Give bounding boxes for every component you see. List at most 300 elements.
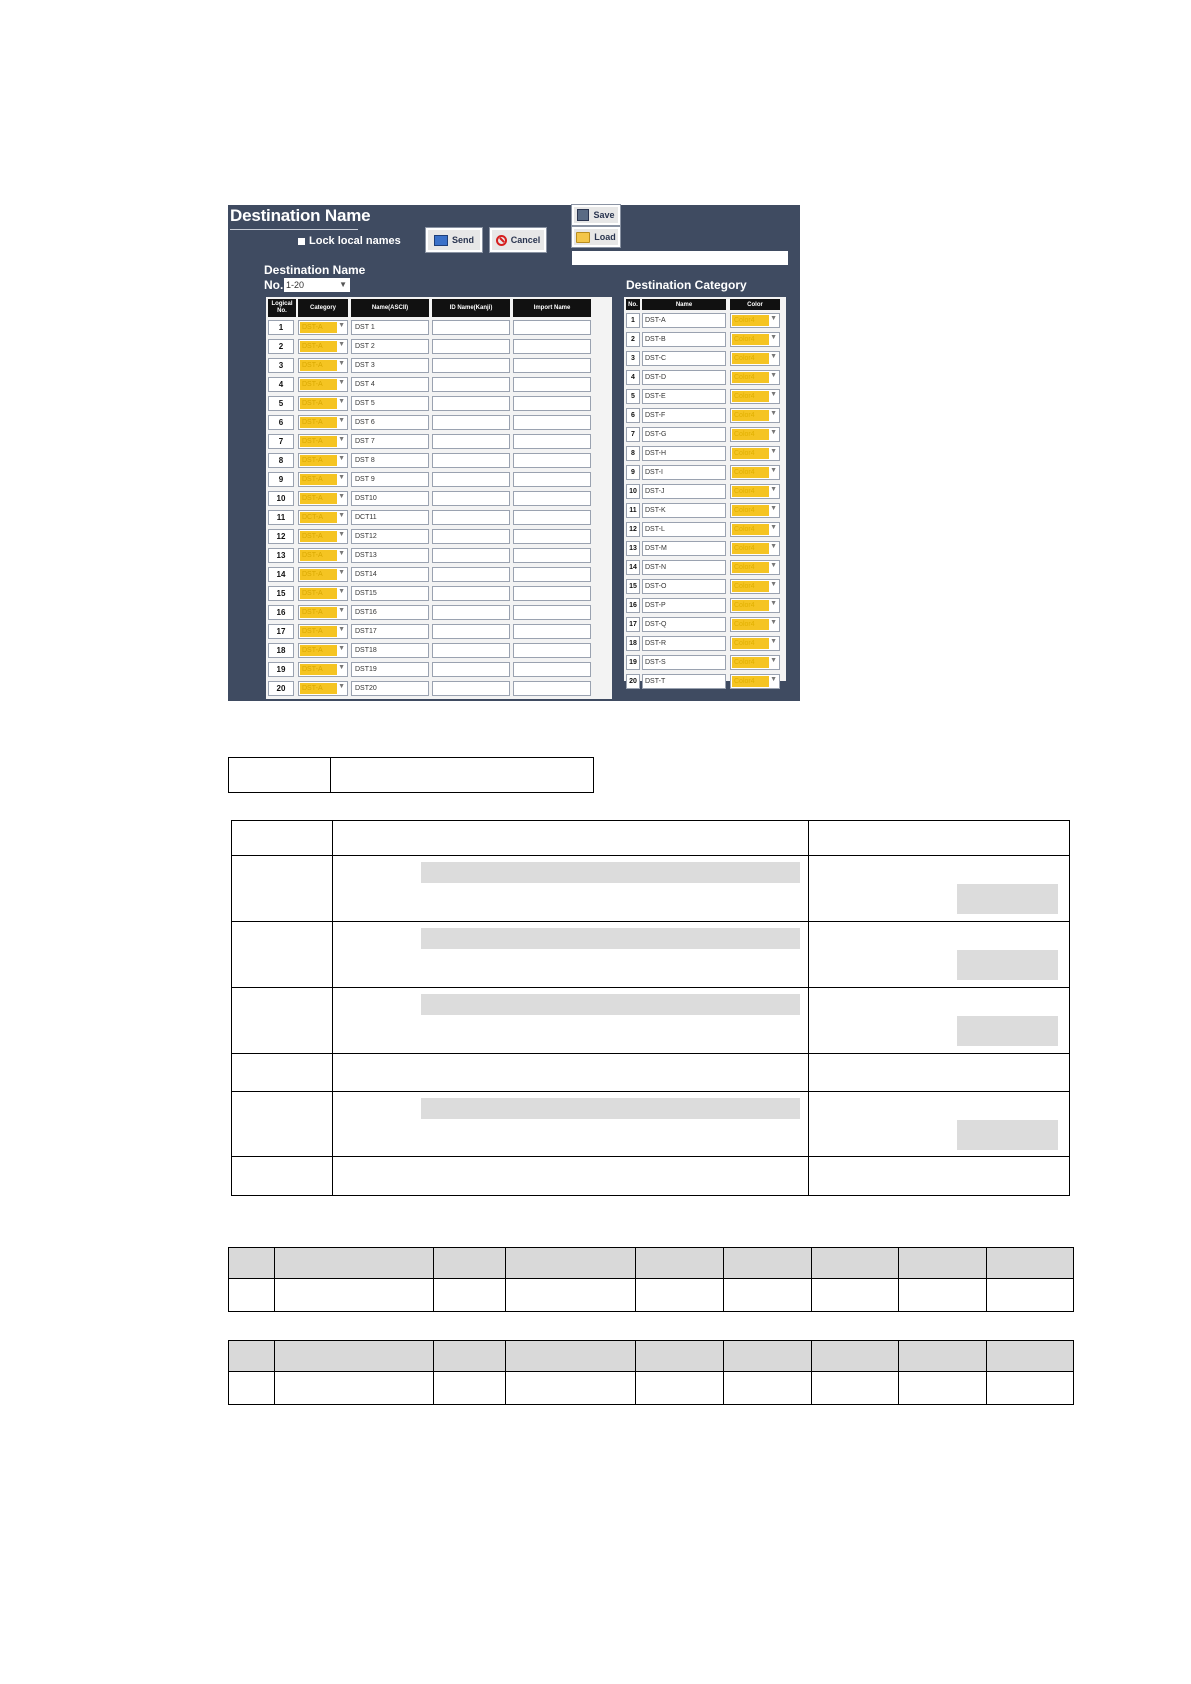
chevron-down-icon: ▼ — [338, 569, 345, 576]
label-cell — [229, 758, 331, 793]
chevron-down-icon: ▼ — [770, 372, 777, 379]
table-row — [624, 559, 786, 577]
cancel-button[interactable] — [490, 228, 546, 252]
table-row — [266, 547, 612, 565]
color-value: Color4 — [732, 581, 769, 592]
name-ascii-input[interactable]: DCT11 — [351, 510, 429, 525]
import-name-input[interactable] — [513, 377, 591, 392]
chevron-down-icon: ▼ — [770, 334, 777, 341]
grey-box — [957, 1016, 1058, 1046]
logical-no: 5 — [268, 396, 294, 411]
chevron-down-icon: ▼ — [770, 429, 777, 436]
table-cell — [809, 988, 1070, 1054]
color-select[interactable] — [730, 579, 780, 594]
import-name-input[interactable] — [513, 605, 591, 620]
table-cell — [809, 856, 1070, 922]
table-row — [232, 988, 1070, 1054]
category-select[interactable] — [298, 339, 348, 354]
category-select[interactable] — [298, 624, 348, 639]
id-name-input[interactable] — [432, 510, 510, 525]
table-cell — [636, 1279, 724, 1312]
chevron-down-icon: ▼ — [338, 531, 345, 538]
header-category: Category — [298, 299, 348, 317]
chevron-down-icon: ▼ — [338, 683, 345, 690]
category-select[interactable] — [298, 415, 348, 430]
table-cell — [506, 1372, 636, 1405]
category-name-input[interactable]: DST-Q — [642, 617, 726, 632]
label-table — [228, 757, 594, 793]
import-name-input[interactable] — [513, 662, 591, 677]
category-value: DCT-A — [300, 512, 337, 523]
import-name-input[interactable] — [513, 586, 591, 601]
category-value: DST-A — [300, 360, 337, 371]
name-ascii-input[interactable]: DST18 — [351, 643, 429, 658]
table-header-cell — [812, 1248, 899, 1279]
color-select[interactable] — [730, 655, 780, 670]
table-header-cell — [636, 1248, 724, 1279]
color-select[interactable] — [730, 560, 780, 575]
table-row — [624, 445, 786, 463]
import-name-input[interactable] — [513, 548, 591, 563]
name-ascii-input[interactable]: DST16 — [351, 605, 429, 620]
table-row — [232, 1157, 1070, 1196]
table-row — [266, 642, 612, 660]
header-no: No. — [626, 299, 640, 310]
id-name-input[interactable] — [432, 320, 510, 335]
name-ascii-input[interactable]: DST17 — [351, 624, 429, 639]
category-name-input[interactable]: DST-P — [642, 598, 726, 613]
chevron-down-icon: ▼ — [770, 638, 777, 645]
name-ascii-input[interactable]: DST20 — [351, 681, 429, 696]
category-no: 19 — [626, 655, 640, 670]
table-cell — [987, 1279, 1074, 1312]
save-icon — [577, 209, 589, 221]
table-cell — [275, 1279, 434, 1312]
color-select[interactable] — [730, 351, 780, 366]
category-no: 6 — [626, 408, 640, 423]
chevron-down-icon: ▼ — [770, 410, 777, 417]
color-select[interactable] — [730, 541, 780, 556]
logical-no: 3 — [268, 358, 294, 373]
chevron-down-icon: ▼ — [770, 486, 777, 493]
category-name-input[interactable]: DST-N — [642, 560, 726, 575]
chevron-down-icon: ▼ — [770, 448, 777, 455]
color-value: Color4 — [732, 562, 769, 573]
category-name-input[interactable]: DST-K — [642, 503, 726, 518]
chevron-down-icon: ▼ — [770, 676, 777, 683]
category-no: 3 — [626, 351, 640, 366]
range-select-value: 1-20 — [286, 280, 305, 290]
id-name-input[interactable] — [432, 586, 510, 601]
category-no: 1 — [626, 313, 640, 328]
category-name-input[interactable]: DST-A — [642, 313, 726, 328]
logical-no: 17 — [268, 624, 294, 639]
color-select[interactable] — [730, 484, 780, 499]
category-value: DST-A — [300, 436, 337, 447]
id-name-input[interactable] — [432, 491, 510, 506]
import-name-input[interactable] — [513, 358, 591, 373]
chevron-down-icon: ▼ — [338, 398, 345, 405]
table-header-cell — [434, 1341, 506, 1372]
id-name-input[interactable] — [432, 434, 510, 449]
table-row — [624, 635, 786, 653]
table-row — [232, 1092, 1070, 1157]
table-cell — [232, 1157, 333, 1196]
table-row — [266, 528, 612, 546]
category-no: 14 — [626, 560, 640, 575]
category-name-input[interactable]: DST-L — [642, 522, 726, 537]
send-button[interactable] — [426, 228, 482, 252]
category-select[interactable] — [298, 396, 348, 411]
category-name-input[interactable]: DST-S — [642, 655, 726, 670]
import-name-input[interactable] — [513, 567, 591, 582]
table-row — [624, 312, 786, 330]
category-no: 18 — [626, 636, 640, 651]
import-name-input[interactable] — [513, 510, 591, 525]
color-value: Color4 — [732, 600, 769, 611]
table-cell — [232, 1054, 333, 1092]
category-value: DST-A — [300, 645, 337, 656]
import-name-input[interactable] — [513, 396, 591, 411]
category-select[interactable] — [298, 491, 348, 506]
table-cell — [809, 821, 1070, 856]
color-value: Color4 — [732, 429, 769, 440]
table-row — [624, 388, 786, 406]
chevron-down-icon: ▼ — [338, 341, 345, 348]
logical-no: 15 — [268, 586, 294, 601]
category-value: DST-A — [300, 455, 337, 466]
chevron-down-icon: ▼ — [338, 322, 345, 329]
table-cell — [812, 1372, 899, 1405]
color-select[interactable] — [730, 313, 780, 328]
table-header-row — [229, 1341, 1074, 1372]
send-label: Send — [451, 235, 474, 245]
chevron-down-icon: ▼ — [338, 588, 345, 595]
chevron-down-icon: ▼ — [338, 474, 345, 481]
table-cell — [506, 1279, 636, 1312]
table-row — [624, 654, 786, 672]
name-ascii-input[interactable]: DST 1 — [351, 320, 429, 335]
category-name-input[interactable]: DST-C — [642, 351, 726, 366]
table-row — [266, 452, 612, 470]
save-button[interactable] — [572, 205, 620, 225]
category-select[interactable] — [298, 472, 348, 487]
chevron-down-icon: ▼ — [338, 436, 345, 443]
panel-title: Destination Name — [230, 206, 371, 225]
color-value: Color4 — [732, 486, 769, 497]
color-select[interactable] — [730, 389, 780, 404]
id-name-input[interactable] — [432, 529, 510, 544]
category-select[interactable] — [298, 358, 348, 373]
category-no: 9 — [626, 465, 640, 480]
category-name-input[interactable]: DST-H — [642, 446, 726, 461]
category-name-input[interactable]: DST-M — [642, 541, 726, 556]
table-cell — [333, 988, 809, 1054]
id-name-input[interactable] — [432, 415, 510, 430]
logical-no: 1 — [268, 320, 294, 335]
color-select[interactable] — [730, 522, 780, 537]
table-header-cell — [636, 1341, 724, 1372]
category-name-input[interactable]: DST-O — [642, 579, 726, 594]
name-ascii-input[interactable]: DST 6 — [351, 415, 429, 430]
chevron-down-icon: ▼ — [770, 600, 777, 607]
table-row — [266, 680, 612, 698]
name-ascii-input[interactable]: DST 9 — [351, 472, 429, 487]
chevron-down-icon: ▼ — [770, 467, 777, 474]
chevron-down-icon: ▼ — [338, 607, 345, 614]
category-value: DST-A — [300, 493, 337, 504]
grey-box — [957, 950, 1058, 980]
chevron-down-icon: ▼ — [338, 626, 345, 633]
category-no: 17 — [626, 617, 640, 632]
color-select[interactable] — [730, 636, 780, 651]
color-value: Color4 — [732, 391, 769, 402]
name-ascii-input[interactable]: DST14 — [351, 567, 429, 582]
grey-box — [957, 1120, 1058, 1150]
category-select[interactable] — [298, 453, 348, 468]
category-no: 16 — [626, 598, 640, 613]
header-name-ascii: Name(ASCII) — [351, 299, 429, 317]
category-value: DST-A — [300, 664, 337, 675]
logical-no: 6 — [268, 415, 294, 430]
logical-no: 19 — [268, 662, 294, 677]
table-row — [624, 369, 786, 387]
logical-no: 2 — [268, 339, 294, 354]
color-value: Color4 — [732, 543, 769, 554]
chevron-down-icon: ▼ — [770, 543, 777, 550]
table-header-cell — [812, 1341, 899, 1372]
table-cell — [333, 1157, 809, 1196]
import-name-input[interactable] — [513, 320, 591, 335]
id-name-input[interactable] — [432, 643, 510, 658]
table-row — [266, 623, 612, 641]
table-row — [266, 585, 612, 603]
table-cell — [229, 1279, 275, 1312]
import-name-input[interactable] — [513, 434, 591, 449]
category-select[interactable] — [298, 434, 348, 449]
main-table — [231, 820, 1070, 1196]
name-ascii-input[interactable]: DST 3 — [351, 358, 429, 373]
chevron-down-icon: ▼ — [338, 645, 345, 652]
color-select[interactable] — [730, 408, 780, 423]
table-cell — [987, 1372, 1074, 1405]
table-cell — [232, 821, 333, 856]
import-name-input[interactable] — [513, 453, 591, 468]
table-row — [624, 673, 786, 691]
chevron-down-icon: ▼ — [338, 550, 345, 557]
grey-bar — [421, 862, 800, 883]
file-path-field[interactable] — [572, 251, 788, 265]
name-ascii-input[interactable]: DST15 — [351, 586, 429, 601]
range-select[interactable] — [284, 278, 350, 292]
color-value: Color4 — [732, 410, 769, 421]
category-name-input[interactable]: DST-F — [642, 408, 726, 423]
table-row — [266, 566, 612, 584]
table-cell — [899, 1372, 987, 1405]
id-name-input[interactable] — [432, 548, 510, 563]
category-no: 11 — [626, 503, 640, 518]
category-value: DST-A — [300, 474, 337, 485]
category-name-input[interactable]: DST-J — [642, 484, 726, 499]
import-name-input[interactable] — [513, 624, 591, 639]
color-select[interactable] — [730, 617, 780, 632]
load-button[interactable] — [572, 227, 620, 247]
import-name-input[interactable] — [513, 681, 591, 696]
logical-no: 20 — [268, 681, 294, 696]
checkbox-icon[interactable] — [298, 238, 305, 245]
category-no: 15 — [626, 579, 640, 594]
color-value: Color4 — [732, 657, 769, 668]
name-ascii-input[interactable]: DST10 — [351, 491, 429, 506]
import-name-input[interactable] — [513, 491, 591, 506]
import-name-input[interactable] — [513, 472, 591, 487]
name-ascii-input[interactable]: DST 2 — [351, 339, 429, 354]
id-name-input[interactable] — [432, 377, 510, 392]
category-value: DST-A — [300, 379, 337, 390]
table-cell — [434, 1372, 506, 1405]
color-select[interactable] — [730, 503, 780, 518]
grey-bar — [421, 994, 800, 1015]
category-select[interactable] — [298, 548, 348, 563]
id-name-input[interactable] — [432, 339, 510, 354]
color-select[interactable] — [730, 370, 780, 385]
id-name-input[interactable] — [432, 453, 510, 468]
row-table-2 — [228, 1340, 1074, 1405]
id-name-input[interactable] — [432, 605, 510, 620]
destination-name-table — [266, 297, 612, 699]
table-row — [624, 426, 786, 444]
table-row — [266, 395, 612, 413]
color-value: Color4 — [732, 676, 769, 687]
grey-box — [957, 884, 1058, 914]
id-name-input[interactable] — [432, 567, 510, 582]
category-value: DST-A — [300, 569, 337, 580]
category-select[interactable] — [298, 681, 348, 696]
logical-no: 18 — [268, 643, 294, 658]
import-name-input[interactable] — [513, 529, 591, 544]
table-cell — [812, 1279, 899, 1312]
table-row — [624, 483, 786, 501]
table-header-cell — [229, 1248, 275, 1279]
table-cell — [333, 856, 809, 922]
chevron-down-icon: ▼ — [338, 417, 345, 424]
category-name-input[interactable]: DST-R — [642, 636, 726, 651]
import-name-input[interactable] — [513, 415, 591, 430]
lock-local-names-checkbox[interactable] — [298, 235, 401, 247]
grey-bar — [421, 928, 800, 949]
chevron-down-icon: ▼ — [338, 512, 345, 519]
category-select[interactable] — [298, 320, 348, 335]
category-select[interactable] — [298, 643, 348, 658]
send-icon — [434, 235, 448, 246]
import-name-input[interactable] — [513, 643, 591, 658]
table-row — [266, 604, 612, 622]
table-row — [624, 331, 786, 349]
table-cell — [275, 1372, 434, 1405]
chevron-down-icon: ▼ — [770, 619, 777, 626]
color-select[interactable] — [730, 446, 780, 461]
table-cell — [809, 1157, 1070, 1196]
no-label: No. — [264, 278, 284, 292]
table-cell — [232, 988, 333, 1054]
category-select[interactable] — [298, 529, 348, 544]
category-name-input[interactable]: DST-I — [642, 465, 726, 480]
table-row — [232, 1054, 1070, 1092]
category-name-input[interactable]: DST-T — [642, 674, 726, 689]
name-ascii-input[interactable]: DST12 — [351, 529, 429, 544]
id-name-input[interactable] — [432, 396, 510, 411]
id-name-input[interactable] — [432, 624, 510, 639]
lock-local-names-label: Lock local names — [309, 235, 401, 247]
logical-no: 14 — [268, 567, 294, 582]
id-name-input[interactable] — [432, 358, 510, 373]
category-select[interactable] — [298, 377, 348, 392]
chevron-down-icon: ▼ — [339, 280, 347, 289]
category-select[interactable] — [298, 510, 348, 525]
color-select[interactable] — [730, 427, 780, 442]
color-select[interactable] — [730, 674, 780, 689]
table-header-cell — [724, 1341, 812, 1372]
import-name-input[interactable] — [513, 339, 591, 354]
table-row — [624, 616, 786, 634]
value-cell — [331, 758, 594, 793]
id-name-input[interactable] — [432, 662, 510, 677]
logical-no: 7 — [268, 434, 294, 449]
color-select[interactable] — [730, 332, 780, 347]
folder-icon — [576, 232, 590, 243]
category-no: 13 — [626, 541, 640, 556]
chevron-down-icon: ▼ — [338, 664, 345, 671]
name-ascii-input[interactable]: DST 4 — [351, 377, 429, 392]
id-name-input[interactable] — [432, 681, 510, 696]
id-name-input[interactable] — [432, 472, 510, 487]
logical-no: 9 — [268, 472, 294, 487]
table-row — [266, 357, 612, 375]
color-select[interactable] — [730, 598, 780, 613]
name-ascii-input[interactable]: DST 7 — [351, 434, 429, 449]
category-select[interactable] — [298, 605, 348, 620]
table-cell — [232, 1092, 333, 1157]
destination-category-title: Destination Category — [626, 278, 747, 292]
category-value: DST-A — [300, 417, 337, 428]
color-select[interactable] — [730, 465, 780, 480]
category-name-input[interactable]: DST-G — [642, 427, 726, 442]
table-row — [266, 319, 612, 337]
name-ascii-input[interactable]: DST13 — [351, 548, 429, 563]
table-cell — [333, 821, 809, 856]
category-select[interactable] — [298, 567, 348, 582]
table-row — [624, 502, 786, 520]
category-name-input[interactable]: DST-D — [642, 370, 726, 385]
color-value: Color4 — [732, 315, 769, 326]
table-cell — [333, 1092, 809, 1157]
name-ascii-input[interactable]: DST 5 — [351, 396, 429, 411]
logical-no: 10 — [268, 491, 294, 506]
category-value: DST-A — [300, 341, 337, 352]
table-row — [624, 578, 786, 596]
name-ascii-input[interactable]: DST 8 — [351, 453, 429, 468]
category-no: 4 — [626, 370, 640, 385]
category-select[interactable] — [298, 662, 348, 677]
name-ascii-input[interactable]: DST19 — [351, 662, 429, 677]
cancel-label: Cancel — [510, 235, 541, 245]
category-name-input[interactable]: DST-B — [642, 332, 726, 347]
color-value: Color4 — [732, 505, 769, 516]
category-name-input[interactable]: DST-E — [642, 389, 726, 404]
table-row — [232, 856, 1070, 922]
category-select[interactable] — [298, 586, 348, 601]
table-cell — [809, 1054, 1070, 1092]
